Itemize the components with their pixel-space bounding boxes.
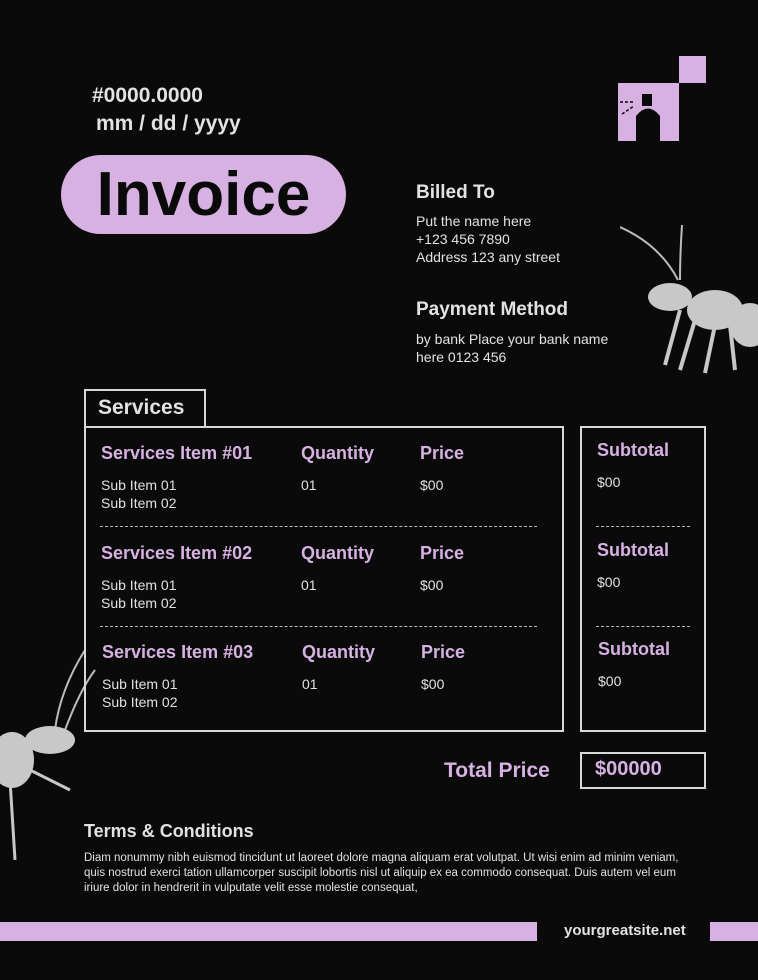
logo-icon [618, 56, 706, 160]
item-subtotal: $00 [597, 574, 621, 590]
item-title: Services Item #01 [101, 443, 253, 463]
sub-item: Sub Item 01 [101, 577, 177, 593]
price-label: Price [421, 642, 466, 662]
payment-line2: here 0123 456 [416, 349, 507, 365]
item-price: $00 [420, 577, 444, 593]
billed-to-address: Address 123 any street [416, 249, 560, 265]
footer-bar [0, 922, 537, 941]
quantity-label: Quantity [301, 543, 375, 563]
price-label: Price [420, 543, 465, 563]
item-title: Services Item #02 [101, 543, 253, 563]
invoice-date: mm / dd / yyyy [96, 112, 241, 135]
item-quantity: 01 [302, 676, 318, 692]
price-label: Price [420, 443, 465, 463]
ant-illustration-icon [620, 225, 758, 380]
item-title: Services Item #03 [102, 642, 254, 662]
payment-heading: Payment Method [416, 299, 569, 320]
sub-item: Sub Item 02 [101, 495, 177, 511]
page-title: Invoice [61, 155, 346, 234]
subtotal-label: Subtotal [598, 639, 670, 659]
total-price-label: Total Price [444, 759, 550, 782]
terms-heading: Terms & Conditions [84, 821, 254, 841]
billed-to-name: Put the name here [416, 213, 532, 229]
footer-bar [710, 922, 758, 941]
row-divider [100, 626, 537, 627]
total-price-value: $00000 [595, 758, 662, 780]
row-divider [100, 526, 537, 527]
row-divider [596, 626, 690, 627]
services-tab-label: Services [98, 396, 185, 419]
footer-website[interactable]: yourgreatsite.net [564, 922, 686, 939]
subtotal-label: Subtotal [597, 540, 669, 560]
item-quantity: 01 [301, 477, 317, 493]
item-price: $00 [420, 477, 444, 493]
item-price: $00 [421, 676, 445, 692]
item-subtotal: $00 [597, 474, 621, 490]
quantity-label: Quantity [302, 642, 376, 662]
row-divider [596, 526, 690, 527]
billed-to-heading: Billed To [416, 182, 495, 203]
sub-item: Sub Item 01 [101, 477, 177, 493]
billed-to-phone: +123 456 7890 [416, 231, 510, 247]
payment-line1: by bank Place your bank name [416, 331, 609, 347]
subtotal-label: Subtotal [597, 440, 669, 460]
quantity-label: Quantity [301, 443, 375, 463]
sub-item: Sub Item 02 [101, 595, 177, 611]
sub-item: Sub Item 02 [102, 694, 178, 710]
item-quantity: 01 [301, 577, 317, 593]
item-subtotal: $00 [598, 673, 622, 689]
invoice-number: #0000.0000 [92, 84, 203, 107]
terms-body: Diam nonummy nibh euismod tincidunt ut laoreet dolore magna aliquam erat volutpat. Ut wisi enim ad minim veniam, quis nostrud exerci tation ullamcorper suscipit lobortis nisl ut aliquip ex ea commodo consequat. Duis autem vel eum iriure dolor in hendrerit in vulputate velit esse molestie consequat, [84, 852, 679, 894]
sub-item: Sub Item 01 [102, 676, 178, 692]
